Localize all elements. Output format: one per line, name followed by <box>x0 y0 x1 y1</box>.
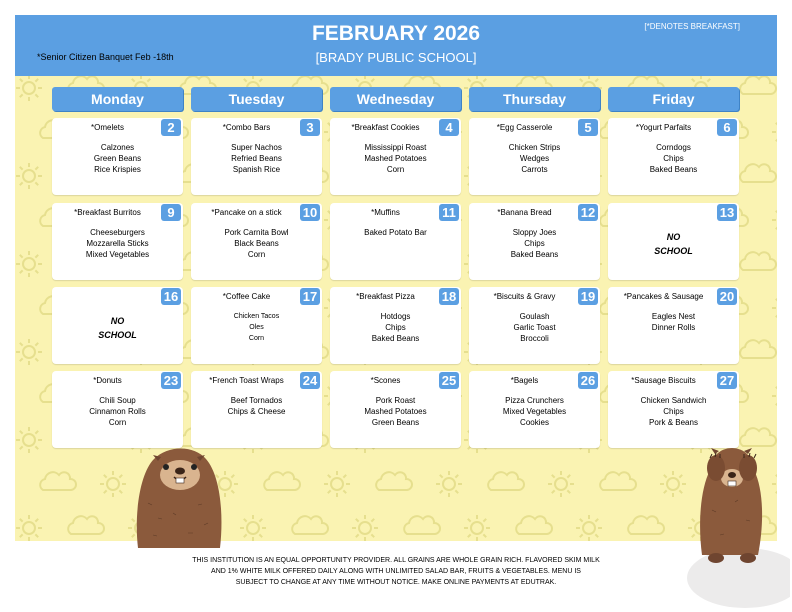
breakfast-item: *Scones <box>370 376 401 385</box>
date-badge: 19 <box>578 288 598 305</box>
lunch-item: Baked Beans <box>510 250 559 259</box>
breakfast-item: *Banana Bread <box>497 208 552 217</box>
lunch-item: Cheeseburgers <box>90 228 145 237</box>
lunch-item: Spanish Rice <box>232 165 281 174</box>
date-badge: 11 <box>439 204 459 221</box>
breakfast-item: *Yogurt Parfaits <box>635 123 692 132</box>
lunch-item: Pork Carnita Bowl <box>224 228 289 237</box>
lunch-item: Baked Potato Bar <box>364 228 427 237</box>
day-cell <box>191 118 322 195</box>
lunch-item: Green Beans <box>93 154 142 163</box>
lunch-items <box>612 142 735 175</box>
day-cell <box>469 203 600 280</box>
sun-icon <box>772 383 777 409</box>
cloud-icon <box>740 252 776 270</box>
lunch-item: Beef Tornados <box>230 396 283 405</box>
date-badge: 3 <box>300 119 320 136</box>
date-badge: 16 <box>161 288 181 305</box>
lunch-item: Refried Beans <box>231 154 282 163</box>
lunch-item: Broccoli <box>520 334 549 343</box>
cloud-icon <box>740 76 776 94</box>
page-title: FEBRUARY 2026 <box>311 22 481 45</box>
lunch-items <box>195 395 318 417</box>
lunch-item: Mashed Potatoes <box>364 407 427 416</box>
lunch-items <box>473 142 596 175</box>
sun-icon <box>16 251 42 277</box>
date-badge: 9 <box>161 204 181 221</box>
lunch-item: Chips <box>524 239 545 248</box>
date-badge: 13 <box>717 204 737 221</box>
day-cell <box>330 203 461 280</box>
date-badge: 18 <box>439 288 459 305</box>
lunch-item: Green Beans <box>371 418 420 427</box>
day-cell <box>608 118 739 195</box>
cloud-icon <box>404 516 440 534</box>
sun-icon <box>436 471 462 497</box>
day-cell <box>608 203 739 280</box>
banquet-note: *Senior Citizen Banquet Feb -18th <box>37 52 174 62</box>
day-cell <box>52 118 183 195</box>
lunch-item: Baked Beans <box>649 165 698 174</box>
day-header-friday: Friday <box>608 87 739 111</box>
sun-icon <box>16 163 42 189</box>
lunch-item: Chicken Strips <box>508 143 561 152</box>
lunch-item: Chips <box>385 323 406 332</box>
breakfast-item: *Biscuits & Gravy <box>493 292 556 301</box>
lunch-item: Chicken Sandwich <box>640 396 707 405</box>
breakfast-item: *Muffins <box>371 208 400 217</box>
groundhog-illustration <box>128 443 230 548</box>
day-cell <box>330 371 461 448</box>
day-cell <box>52 287 183 364</box>
footer-line: AND 1% WHITE MILK OFFERED DAILY ALONG WITH UNLIMITED SALAD BAR, FRUITS & VEGETABLES. MENU IS <box>211 568 581 575</box>
no-school-label <box>608 230 739 258</box>
lunch-item: Goulash <box>519 312 550 321</box>
date-badge: 5 <box>578 119 598 136</box>
lunch-item: Mozzarella Sticks <box>86 239 149 248</box>
lunch-item: Corn <box>386 165 405 174</box>
day-cell <box>330 118 461 195</box>
lunch-item: Mississippi Roast <box>364 143 427 152</box>
lunch-items <box>473 227 596 260</box>
date-badge: 17 <box>300 288 320 305</box>
lunch-item: Mixed Vegetables <box>85 250 150 259</box>
cloud-icon <box>740 340 776 358</box>
day-cell <box>469 371 600 448</box>
date-badge: 20 <box>717 288 737 305</box>
lunch-items <box>473 395 596 428</box>
lunch-item: Corndogs <box>656 143 691 152</box>
day-cell <box>191 371 322 448</box>
lunch-items <box>334 227 457 238</box>
cloud-icon <box>516 516 552 534</box>
day-cell <box>52 371 183 448</box>
day-cell <box>330 287 461 364</box>
date-badge: 6 <box>717 119 737 136</box>
lunch-item: Calzones <box>100 143 135 152</box>
no-school-line: NO <box>666 232 681 242</box>
day-cell <box>469 287 600 364</box>
day-cell <box>52 203 183 280</box>
sun-icon <box>16 76 42 101</box>
date-badge: 25 <box>439 372 459 389</box>
lunch-item: Chicken Tacos <box>233 313 280 320</box>
sun-icon <box>240 515 266 541</box>
breakfast-item: *Egg Casserole <box>496 123 553 132</box>
sun-icon <box>16 515 42 541</box>
school-name: [BRADY PUBLIC SCHOOL] <box>315 50 477 65</box>
day-cell <box>191 203 322 280</box>
lunch-items <box>334 311 457 344</box>
day-header-thursday: Thursday <box>469 87 600 111</box>
sun-icon <box>16 339 42 365</box>
lunch-item: Super Nachos <box>231 143 282 152</box>
lunch-items <box>612 311 735 333</box>
lunch-item: Garlic Toast <box>513 323 556 332</box>
breakfast-item: *Pancakes & Sausage <box>623 292 704 301</box>
lunch-item: Corn <box>108 418 127 427</box>
lunch-item: Black Beans <box>234 239 279 248</box>
sun-icon <box>324 471 350 497</box>
lunch-item: Chips <box>663 407 684 416</box>
date-badge: 10 <box>300 204 320 221</box>
lunch-item: Corn <box>247 250 266 259</box>
sun-icon <box>16 427 42 453</box>
lunch-item: Baked Beans <box>371 334 420 343</box>
cloud-icon <box>488 472 524 490</box>
lunch-item: Cookies <box>520 418 549 427</box>
lunch-items <box>473 311 596 344</box>
date-badge: 26 <box>578 372 598 389</box>
breakfast-item: *Combo Bars <box>222 123 271 132</box>
no-school-line: NO <box>110 316 125 326</box>
lunch-item: Oles <box>249 324 264 331</box>
sun-icon <box>772 295 777 321</box>
day-header-tuesday: Tuesday <box>191 87 322 111</box>
lunch-item: Mixed Vegetables <box>502 407 567 416</box>
date-badge: 27 <box>717 372 737 389</box>
cloud-icon <box>264 472 300 490</box>
cloud-icon <box>292 516 328 534</box>
cloud-icon <box>600 472 636 490</box>
sun-icon <box>548 471 574 497</box>
date-badge: 2 <box>161 119 181 136</box>
cloud-icon <box>628 516 664 534</box>
cloud-icon <box>40 472 76 490</box>
sun-icon <box>576 515 602 541</box>
breakfast-item: *French Toast Wraps <box>209 376 284 385</box>
sun-icon <box>772 207 777 233</box>
lunch-items <box>56 227 179 260</box>
breakfast-item: *Donuts <box>93 376 122 385</box>
no-school-line: SCHOOL <box>98 330 137 340</box>
sun-icon <box>352 515 378 541</box>
date-badge: 4 <box>439 119 459 136</box>
date-badge: 12 <box>578 204 598 221</box>
groundhog-peeking-illustration <box>660 430 790 610</box>
lunch-item: Wedges <box>519 154 550 163</box>
cloud-icon <box>68 516 104 534</box>
breakfast-item: *Breakfast Pizza <box>356 292 415 301</box>
footer-line: THIS INSTITUTION IS AN EQUAL OPPORTUNITY PROVIDER. ALL GRAINS ARE WHOLE GRAIN RICH. FLAVORED SKIM MILK <box>192 557 600 564</box>
lunch-item: Mashed Potatoes <box>364 154 427 163</box>
day-header-wednesday: Wednesday <box>330 87 461 111</box>
lunch-item: Rice Krispies <box>94 165 141 174</box>
date-badge: 23 <box>161 372 181 389</box>
lunch-items <box>195 227 318 260</box>
breakfast-item: *Coffee Cake <box>222 292 271 301</box>
lunch-items <box>334 142 457 175</box>
lunch-item: Chili Soup <box>99 396 136 405</box>
lunch-item: Eagles Nest <box>651 312 696 321</box>
lunch-item: Chips <box>663 154 684 163</box>
lunch-item: Carrots <box>521 165 548 174</box>
day-cell <box>608 287 739 364</box>
lunch-item: Cinnamon Rolls <box>89 407 146 416</box>
day-cell <box>469 118 600 195</box>
lunch-items <box>56 395 179 428</box>
lunch-items <box>195 142 318 175</box>
day-header-monday: Monday <box>52 87 183 111</box>
lunch-item: Corn <box>248 335 265 342</box>
footer-line: SUBJECT TO CHANGE AT ANY TIME WITHOUT NOTICE. MAKE ONLINE PAYMENTS AT EDUTRAK. <box>235 579 557 586</box>
no-school-label <box>52 314 183 342</box>
lunch-items <box>334 395 457 428</box>
breakfast-item: *Pancake on a stick <box>211 208 282 217</box>
breakfast-item: *Bagels <box>510 376 539 385</box>
day-cell <box>191 287 322 364</box>
lunch-items <box>56 142 179 175</box>
sun-icon <box>100 471 126 497</box>
lunch-item: Chips & Cheese <box>227 407 286 416</box>
lunch-item: Pork & Beans <box>649 418 698 427</box>
breakfast-item: *Breakfast Cookies <box>351 123 420 132</box>
lunch-items <box>612 395 735 428</box>
footer-disclaimer <box>150 555 642 588</box>
lunch-item: Hotdogs <box>380 312 411 321</box>
lunch-item: Sloppy Joes <box>512 228 557 237</box>
sun-icon <box>772 119 777 145</box>
breakfast-item: *Sausage Biscuits <box>631 376 696 385</box>
cloud-icon <box>740 164 776 182</box>
lunch-items <box>195 311 318 344</box>
no-school-line: SCHOOL <box>654 246 693 256</box>
lunch-item: Dinner Rolls <box>651 323 696 332</box>
sun-icon <box>464 515 490 541</box>
breakfast-item: *Omelets <box>91 123 124 132</box>
lunch-item: Pizza Crunchers <box>505 396 564 405</box>
date-badge: 24 <box>300 372 320 389</box>
breakfast-legend: [*DENOTES BREAKFAST] <box>644 22 740 31</box>
lunch-item: Pork Roast <box>375 396 416 405</box>
breakfast-item: *Breakfast Burritos <box>74 208 141 217</box>
cloud-icon <box>376 472 412 490</box>
